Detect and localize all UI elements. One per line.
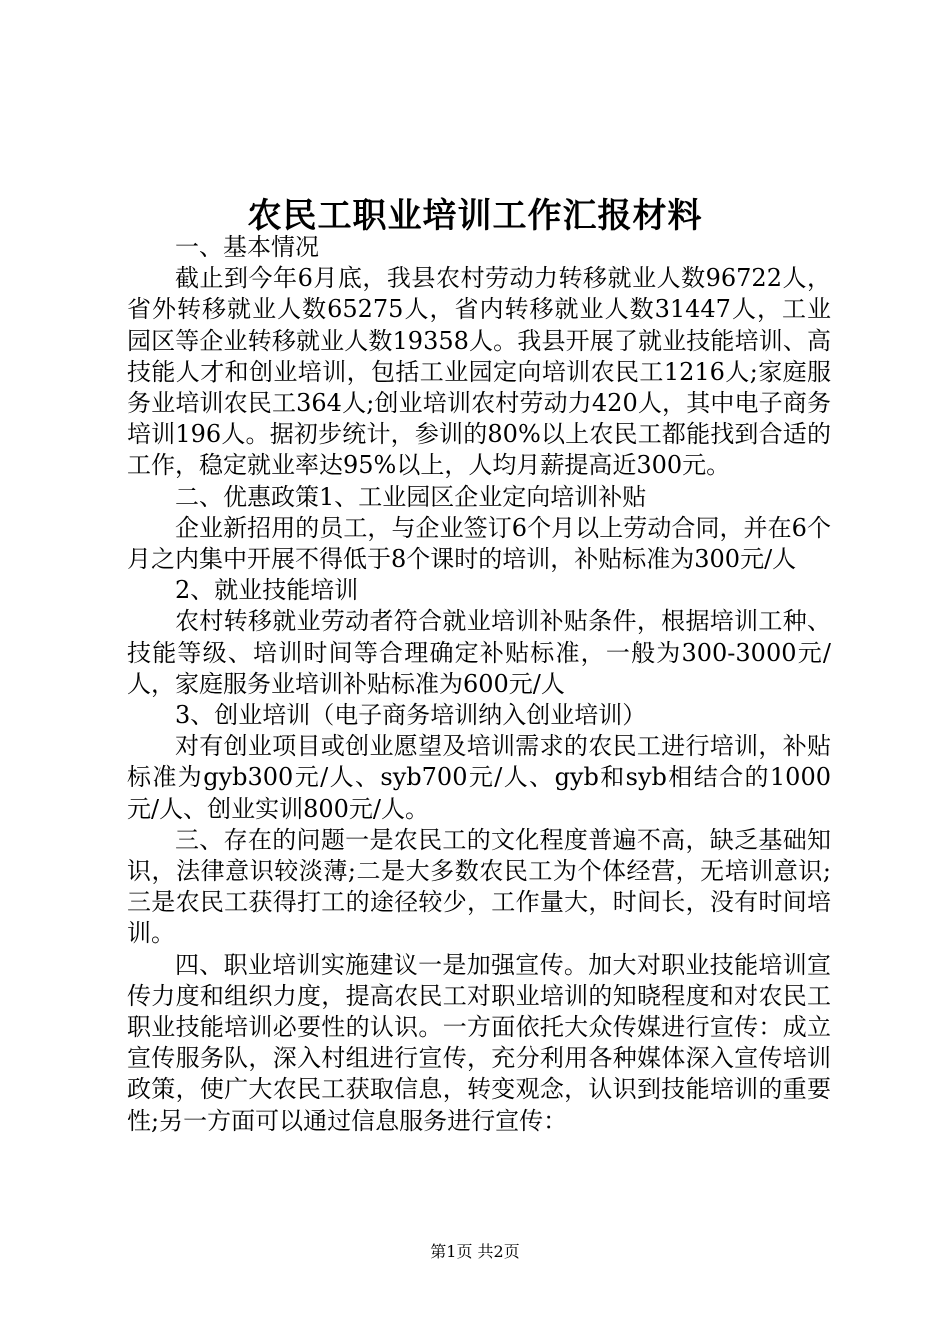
paragraph-skill-training: 农村转移就业劳动者符合就业培训补贴条件，根据培训工种、技能等级、培训时间等合理确定补贴标准，一般为300-3000元/人，家庭服务业培训补贴标准为600元/人 <box>127 607 831 698</box>
document-body <box>127 232 831 1137</box>
paragraph-entrepreneurship: 对有创业项目或创业愿望及培训需求的农民工进行培训，补贴标准为gyb300元/人、syb700元/人、gyb和syb相结合的1000元/人、创业实训800元/人。 <box>127 732 831 823</box>
page-number: 第1页 共2页 <box>430 1242 520 1261</box>
subheading-skill-training: 2、就业技能培训 <box>175 576 359 605</box>
paragraph-suggestions: 四、职业培训实施建议一是加强宣传。加大对职业技能培训宣传力度和组织力度，提高农民工对职业培训的知晓程度和对农民工职业技能培训必要性的认识。一方面依托大众传媒进行宣传：成立宣传服务队，深入村组进行宣传，充分利用各种媒体深入宣传培训政策，使广大农民工获取信息，转变观念，认识到技能培训的重要性;另一方面可以通过信息服务进行宣传： <box>127 950 831 1135</box>
section-heading-basic: 一、基本情况 <box>175 233 319 261</box>
paragraph-policy-industrial: 企业新招用的员工，与企业签订6个月以上劳动合同，并在6个月之内集中开展不得低于8个课时的培训，补贴标准为300元/人 <box>127 513 831 574</box>
document-title: 农民工职业培训工作汇报材料 <box>247 196 703 236</box>
paragraph-basic-situation: 截止到今年6月底，我县农村劳动力转移就业人数96722人，省外转移就业人数65275人，省内转移就业人数31447人，工业园区等企业转移就业人数19358人。我县开展了就业技能培训、高技能人才和创业培训，包括工业园定向培训农民工1216人;家庭服务业培训农民工364人;创业培训农村劳动力420人，其中电子商务培训196人。据初步统计，参训的80%以上农民工都能找到合适的工作，稳定就业率达95%以上，人均月薪提高近300元。 <box>127 264 831 480</box>
paragraph-problems: 三、存在的问题一是农民工的文化程度普遍不高，缺乏基础知识，法律意识较淡薄;二是大多数农民工为个体经营，无培训意识;三是农民工获得打工的途径较少，工作量大，时间长，没有时间培训。 <box>127 825 831 948</box>
section-heading-policy: 二、优惠政策1、工业园区企业定向培训补贴 <box>175 482 647 511</box>
subheading-entrepreneurship: 3、创业培训（电子商务培训纳入创业培训） <box>175 701 647 730</box>
